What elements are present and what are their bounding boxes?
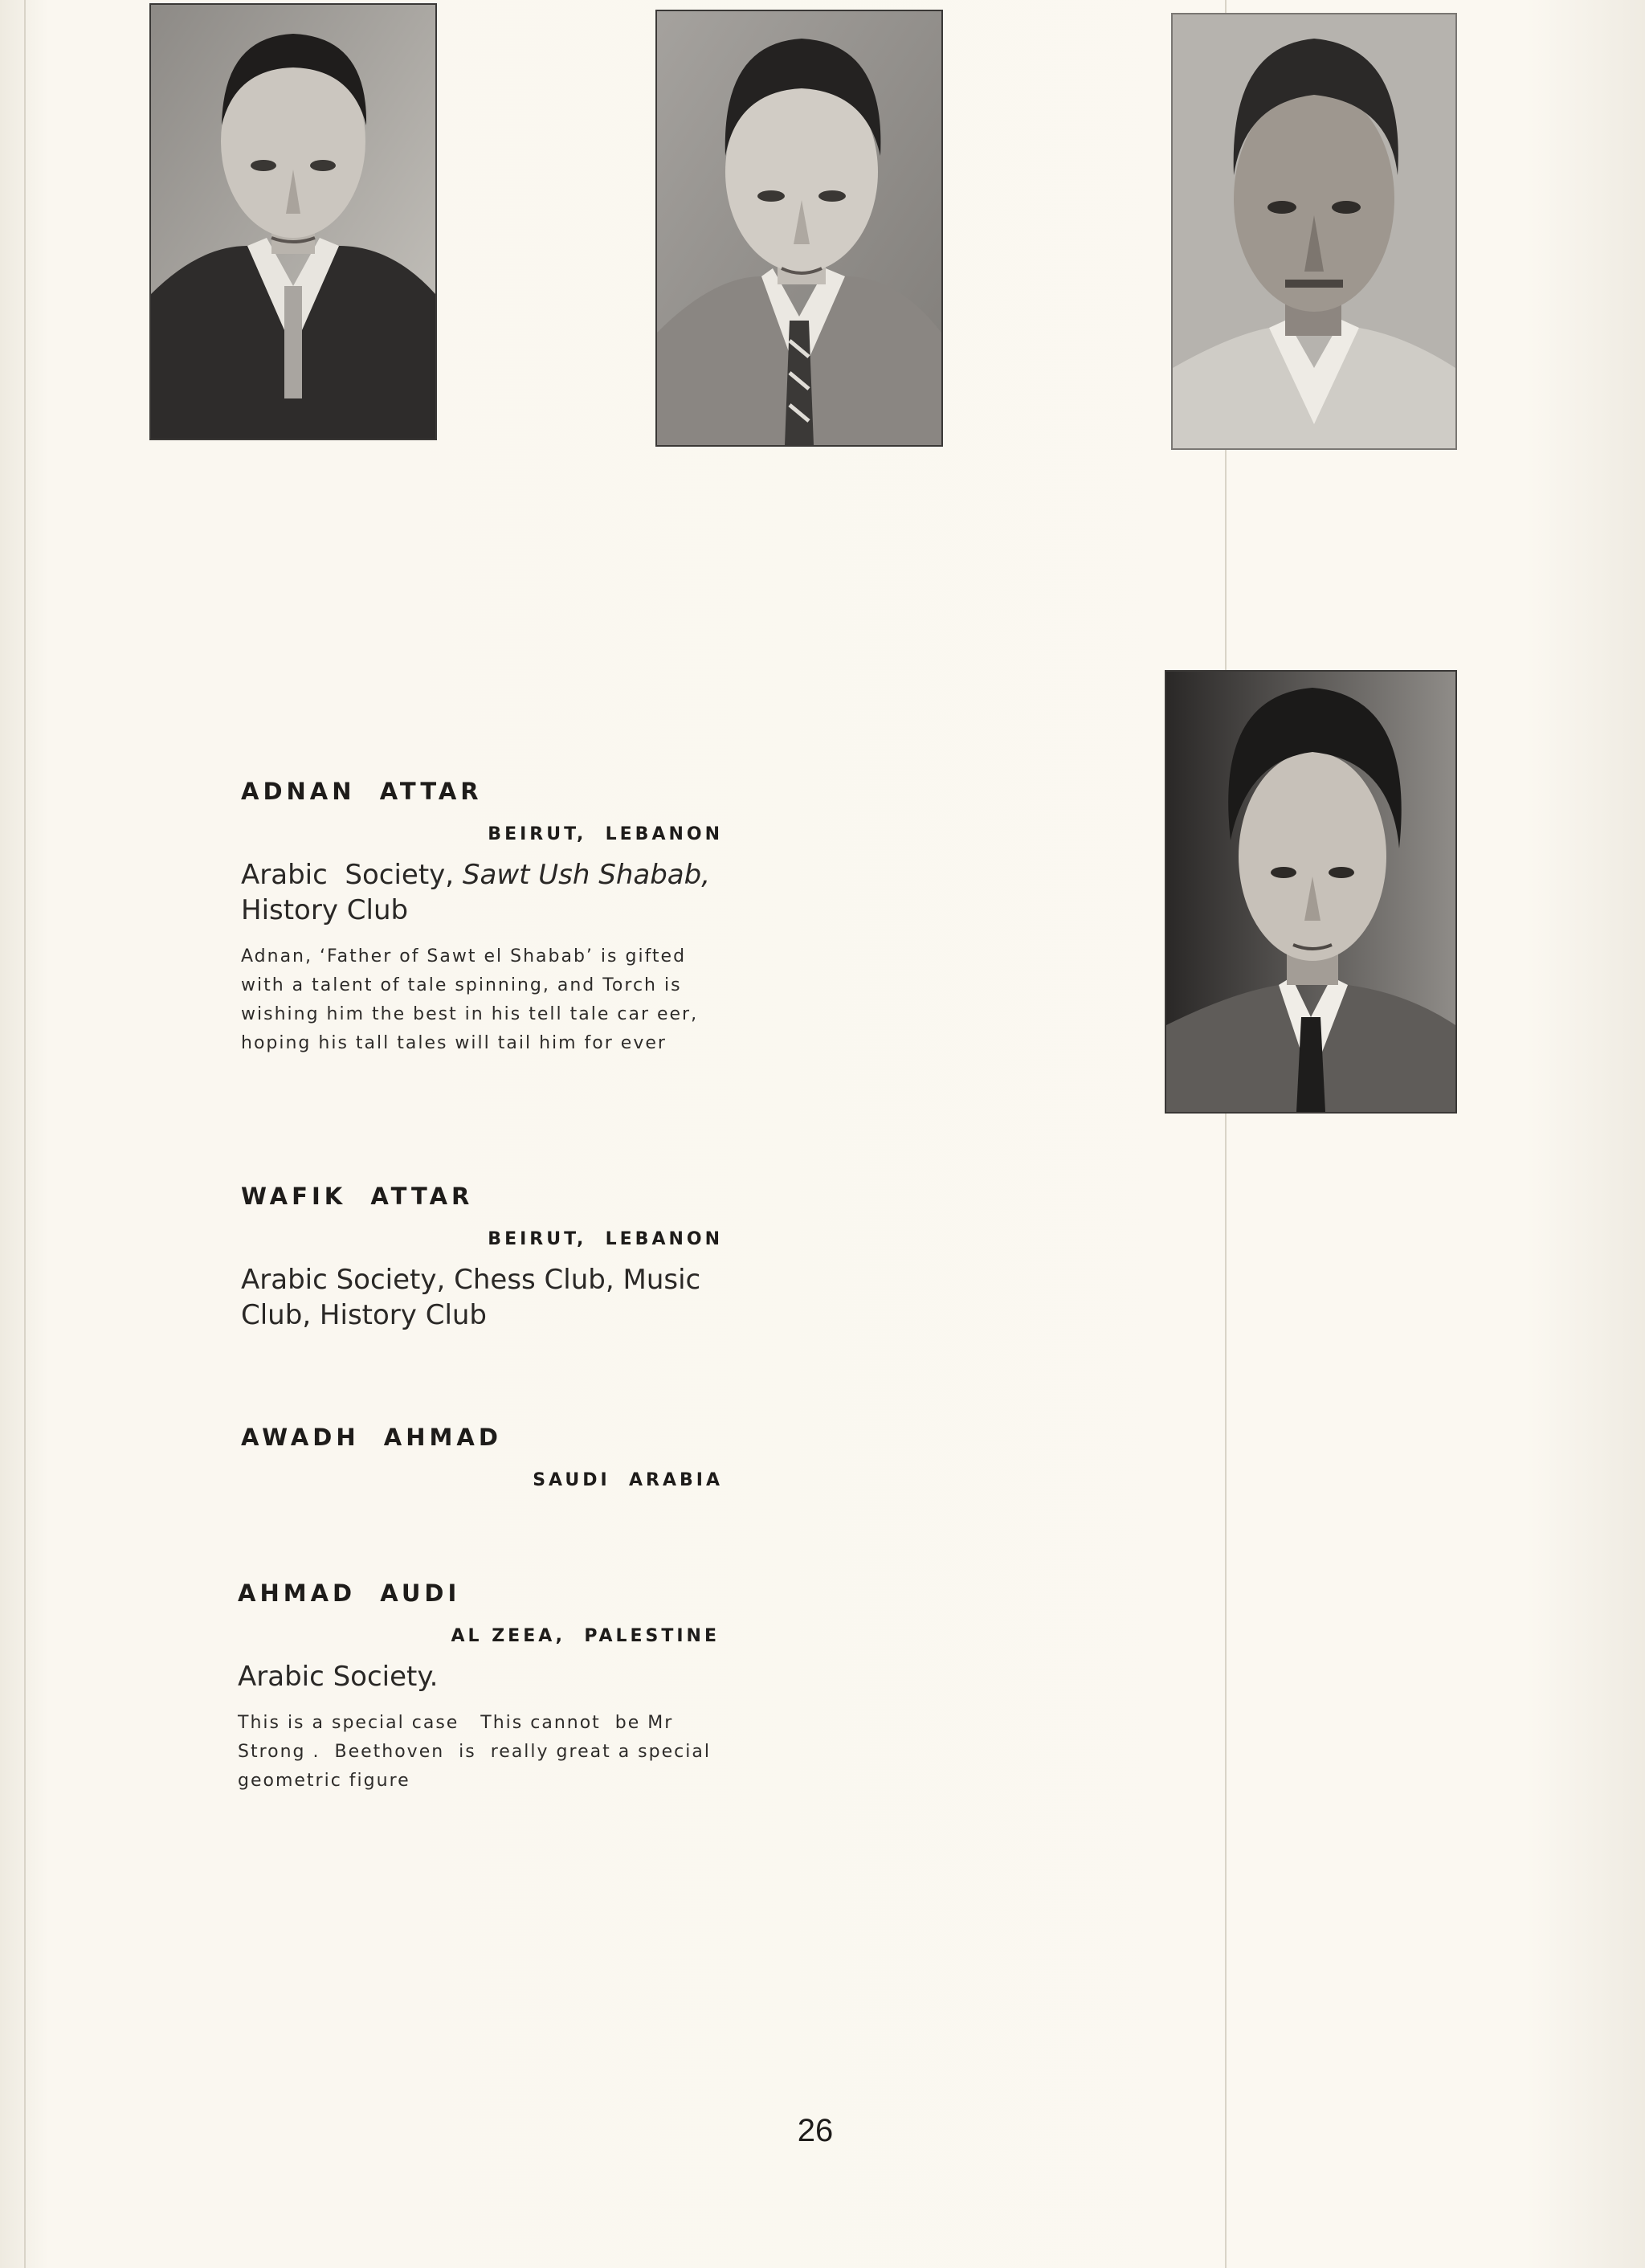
page-left-edge xyxy=(24,0,26,2268)
student-entry xyxy=(241,778,723,1058)
student-hometown: AL ZEEA, PALESTINE xyxy=(451,1626,720,1646)
student-blurb: Adnan, ‘Father of Sawt el Shabab’ is gifted with a talent of tale spinning, and Torch is wishing him the best in his tell tale car eer, hoping his tall tales will tail him for ever xyxy=(241,946,699,1053)
activities-publication: Sawt Ush Shabab, xyxy=(462,859,711,891)
student-portrait-photo xyxy=(1171,13,1457,450)
student-entry xyxy=(238,1579,720,1796)
student-name: AWADH AHMAD xyxy=(241,1424,502,1451)
student-portrait-photo xyxy=(149,3,437,440)
student-name: AHMAD AUDI xyxy=(238,1579,461,1607)
activities-text: Arabic Society, xyxy=(241,859,463,891)
student-name: ADNAN ATTAR xyxy=(241,778,483,805)
student-activities: Arabic Society, Chess Club, Music Club, History Club xyxy=(241,1264,701,1331)
student-hometown: SAUDI ARABIA xyxy=(533,1470,723,1490)
student-activities xyxy=(241,857,723,928)
student-activities: Arabic Society. xyxy=(238,1661,439,1693)
student-entry xyxy=(241,1424,723,1490)
student-blurb: This is a special case This cannot be Mr Strong . Beethoven is really great a special geometric figure xyxy=(238,1713,718,1791)
student-portrait-photo xyxy=(1165,670,1457,1114)
student-portrait-photo xyxy=(655,10,943,447)
activities-text: History Club xyxy=(241,894,409,926)
student-name: WAFIK ATTAR xyxy=(241,1183,474,1210)
student-hometown: BEIRUT, LEBANON xyxy=(488,1229,723,1249)
student-entry xyxy=(241,1183,723,1333)
page-number: 26 xyxy=(797,2113,834,2148)
student-hometown: BEIRUT, LEBANON xyxy=(488,824,723,844)
